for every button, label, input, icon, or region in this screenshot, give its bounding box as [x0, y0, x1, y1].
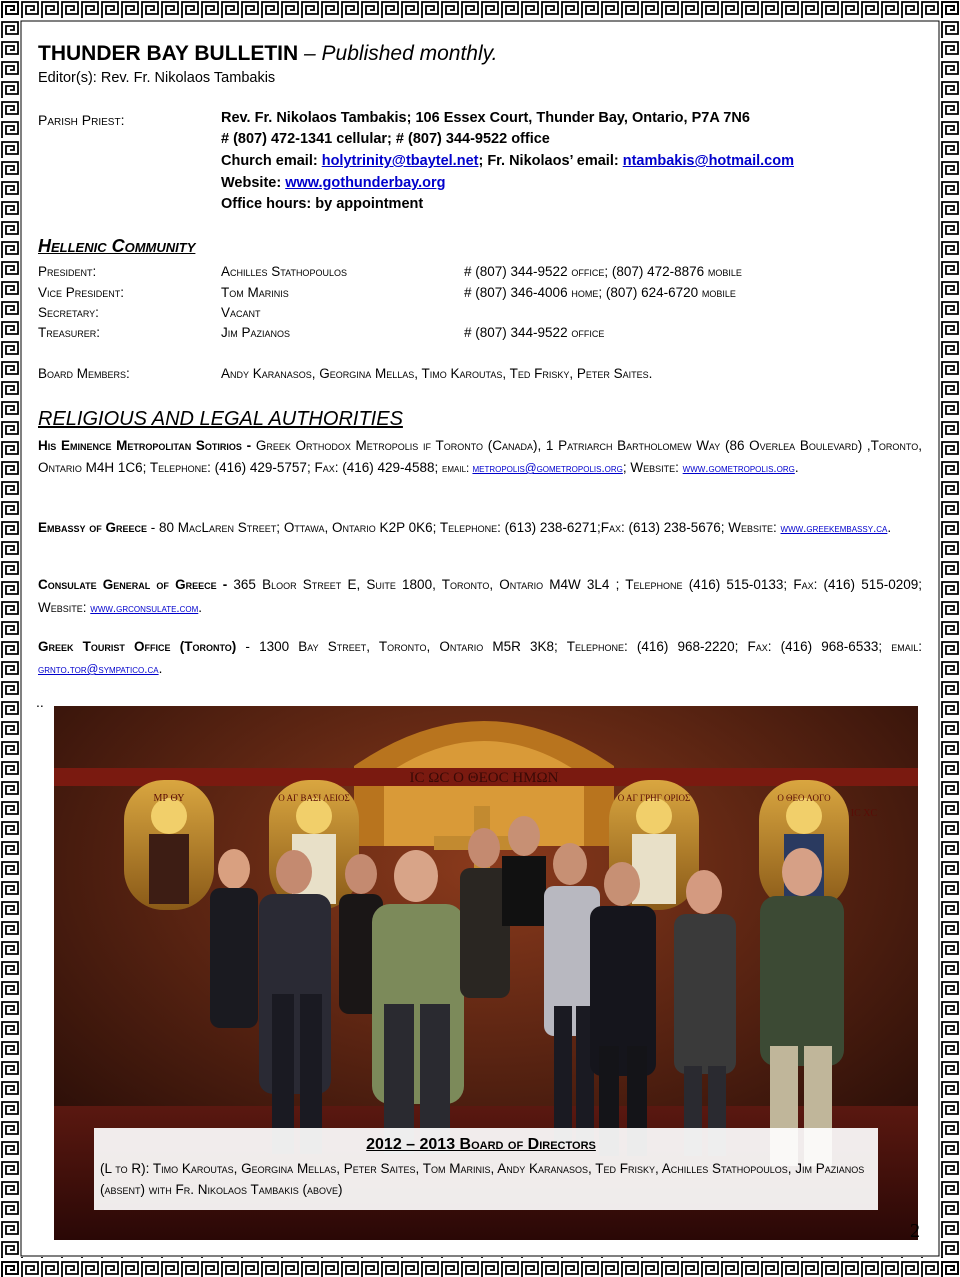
- website-link[interactable]: www.gothunderbay.org: [285, 175, 446, 191]
- member-name: Vacant: [221, 305, 261, 320]
- icon-saint5-text: ΙC ΧC: [850, 808, 878, 819]
- hellenic-heading: Hellenic Community: [38, 236, 196, 256]
- icon-banner-text: ΙC ΩC Ο ΘΕΟC ΗΜΩΝ: [409, 770, 559, 786]
- photo-caption-title: 2012 – 2013 Board of Directors: [366, 1136, 596, 1153]
- president-row: [38, 264, 924, 284]
- editor-line: Editor(s): Rev. Fr. Nikolaos Tambakis: [38, 70, 276, 86]
- metropolis-email-link[interactable]: metropolis@gometropolis.org: [472, 463, 623, 475]
- priest-address: Rev. Fr. Nikolaos Tambakis; 106 Essex Court, Thunder Bay, Ontario, P7A 7N6: [221, 110, 750, 126]
- website-label: Website:: [221, 175, 286, 191]
- embassy-name: Embassy of Greece: [38, 520, 148, 535]
- consulate-name: Consulate General of Greece -: [38, 577, 228, 592]
- tourist-email-link[interactable]: grnto.tor@sympatico.ca: [38, 664, 159, 676]
- member-name: Jim Pazianos: [221, 325, 291, 340]
- member-name: Achilles Stathopoulos: [221, 264, 347, 279]
- member-phone: # (807) 344-9522 office: [464, 325, 605, 340]
- board-label: Board Members:: [38, 366, 130, 381]
- treasurer-row: [38, 325, 924, 345]
- priest-phones: # (807) 472-1341 cellular; # (807) 344-9522 office: [221, 131, 550, 147]
- tourist-office-name: Greek Tourist Office (Toronto): [38, 639, 237, 654]
- metropolis-name: His Eminence Metropolitan Sotirios -: [38, 438, 252, 453]
- parish-priest-label: Parish Priest:: [38, 112, 125, 128]
- consulate-entry: Consulate General of Greece - 365 Bloor Street E, Suite 1800, Toronto, Ontario M4W 3L4 ; Telephone (416) 515-0133; Fax: (416) 515-0209; Website: www.grconsulate.com.: [38, 577, 922, 615]
- fr-email-link[interactable]: ntambakis@hotmail.com: [622, 153, 794, 169]
- priest-emails: [221, 153, 794, 169]
- bulletin-title: [38, 42, 497, 66]
- icon-saint1-text: ΜΡ ΘΥ: [153, 793, 185, 804]
- icon-saint4-text: Ο ΘΕΟ ΛΟΓΟ: [777, 793, 831, 803]
- tourist-office-entry: Greek Tourist Office (Toronto) - 1300 Bay Street, Toronto, Ontario M5R 3K8; Telephone: (416) 968-2220; Fax: (416) 968-6533; email: grnto.tor@sympatico.ca.: [38, 639, 922, 676]
- embassy-entry: Embassy of Greece - 80 MacLaren Street; Ottawa, Ontario K2P 0K6; Telephone: (613) 238-6271;Fax: (613) 238-5676; Website: www.greekembassy.ca.: [38, 520, 892, 535]
- vice-president-row: [38, 285, 924, 305]
- member-phone: # (807) 344-9522 office; (807) 472-8876 mobile: [464, 264, 742, 279]
- metropolis-text: Greek Orthodox Metropolis if Toronto (Canada), 1 Patriarch Bartholomew Way (86 Overlea Boulevard) ,Toronto, Ontario M4H 1C6; Telephone: (416) 429-5757; Fax: (416) 429-4588;: [38, 438, 922, 475]
- metropolis-web-link[interactable]: www.gometropolis.org: [682, 463, 795, 475]
- board-row: [38, 366, 924, 386]
- church-email-link[interactable]: holytrinity@tbaytel.net: [321, 153, 479, 169]
- tourist-office-text: - 1300 Bay Street, Toronto, Ontario M5R 3K8; Telephone: (416) 968-2220; Fax: (416) 968-6533; email:: [236, 639, 922, 654]
- role-label: Secretary:: [38, 305, 99, 320]
- priest-website: [221, 175, 446, 191]
- consulate-text: 365 Bloor Street E, Suite 1800, Toronto, Ontario M4W 3L4 ; Telephone (416) 515-0133; Fax: (416) 515-0209; Website:: [38, 577, 922, 615]
- member-name: Tom Marinis: [221, 285, 289, 300]
- member-phone: # (807) 346-4006 home; (807) 624-6720 mobile: [464, 285, 736, 300]
- photo-caption-text: (L to R): Timo Karoutas, Georgina Mellas, Peter Saites, Tom Marinis, Andy Karanasos, Ted Frisky, Achilles Stathopoulos, Jim Pazianos (absent) with Fr. Nikolaos Tambakis (above): [100, 1161, 865, 1197]
- ellipsis: ..: [36, 694, 44, 710]
- title-text: THUNDER BAY BULLETIN: [38, 42, 299, 65]
- icon-saint2-text: Ο ΑΓ ΒΑΣΙ ΛΕΙΟΣ: [278, 793, 350, 803]
- metropolis-web-label: ; Website:: [622, 460, 683, 475]
- board-members: Andy Karanasos, Georgina Mellas, Timo Karoutas, Ted Frisky, Peter Saites.: [221, 366, 653, 381]
- role-label: President:: [38, 264, 97, 279]
- embassy-text: - 80 MacLaren Street; Ottawa, Ontario K2P 0K6; Telephone: (613) 238-6271;Fax: (613) 238-5676; Website:: [147, 520, 781, 535]
- secretary-row: [38, 305, 924, 325]
- metropolis-email-label: email:: [442, 463, 473, 475]
- authorities-heading: RELIGIOUS AND LEGAL AUTHORITIES: [38, 408, 403, 430]
- title-subtitle: – Published monthly.: [304, 42, 498, 65]
- icon-saint3-text: Ο ΑΓ ΓΡΗΓ ΟΡΙΟΣ: [617, 793, 691, 803]
- church-email-label: Church email:: [221, 153, 322, 169]
- role-label: Vice President:: [38, 285, 125, 300]
- metropolis-entry: His Eminence Metropolitan Sotirios - Greek Orthodox Metropolis if Toronto (Canada), 1 Patriarch Bartholomew Way (86 Overlea Boulevard) ,Toronto, Ontario M4H 1C6; Telephone: (416) 429-5757; Fax: (416) 429-4588; email: metropolis@gometropolis.org; Website: www.gometropolis.org.: [38, 438, 922, 475]
- page-number: 2: [910, 1220, 920, 1242]
- role-label: Treasurer:: [38, 325, 101, 340]
- fr-email-label: ; Fr. Nikolaos’ email:: [478, 153, 623, 169]
- office-hours: Office hours: by appointment: [221, 196, 424, 212]
- consulate-web-link[interactable]: www.grconsulate.com: [90, 603, 199, 615]
- embassy-web-link[interactable]: www.greekembassy.ca: [780, 523, 888, 535]
